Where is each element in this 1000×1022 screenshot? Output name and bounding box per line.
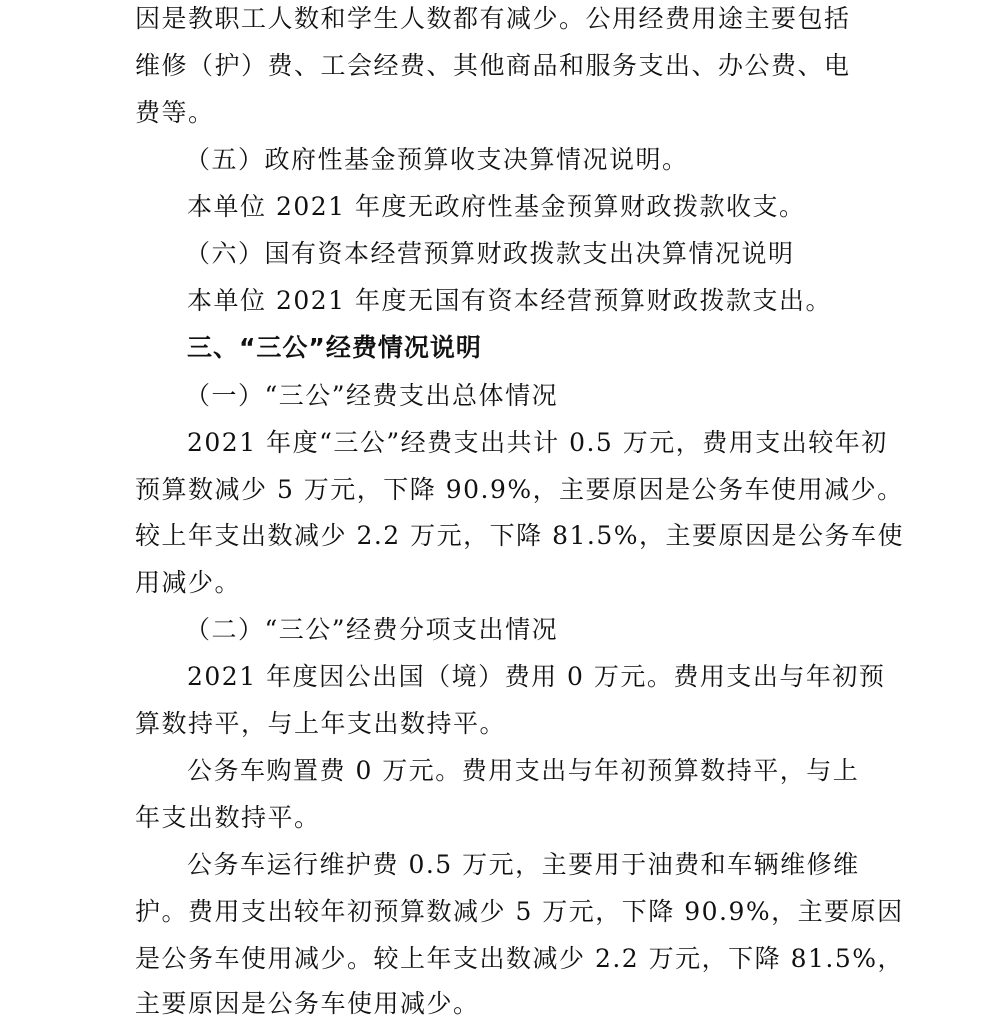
paragraph-line: 预算数减少 5 万元，下降 90.9%，主要原因是公务车使用减少。: [135, 475, 904, 504]
paragraph-line: 2021 年度“三公”经费支出共计 0.5 万元，费用支出较年初: [187, 428, 888, 457]
paragraph-line: 主要原因是公务车使用减少。: [135, 989, 480, 1018]
paragraph-line: 费等。: [135, 98, 215, 127]
paragraph-line: 护。费用支出较年初预算数减少 5 万元，下降 90.9%，主要原因: [135, 897, 904, 926]
section-heading-5: （五）政府性基金预算收支决算情况说明。: [185, 145, 689, 174]
paragraph-line: 算数持平，与上年支出数持平。: [135, 709, 507, 738]
paragraph-line: 本单位 2021 年度无国有资本经营预算财政拨款支出。: [187, 286, 833, 315]
paragraph-line: 是公务车使用减少。较上年支出数减少 2.2 万元，下降 81.5%，: [135, 944, 905, 973]
paragraph-line: 公务车运行维护费 0.5 万元，主要用于油费和车辆维修维: [187, 850, 860, 879]
subsection-heading-1: （一）“三公”经费支出总体情况: [185, 381, 559, 410]
paragraph-line: 公务车购置费 0 万元。费用支出与年初预算数持平，与上: [187, 756, 860, 785]
section-heading-6: （六）国有资本经营预算财政拨款支出决算情况说明: [185, 239, 795, 268]
paragraph-line: 较上年支出数减少 2.2 万元，下降 81.5%，主要原因是公务车使: [135, 521, 905, 550]
paragraph-line: 维修（护）费、工会经费、其他商品和服务支出、办公费、电: [135, 51, 851, 80]
paragraph-line: 年支出数持平。: [135, 803, 321, 832]
paragraph-line: 因是教职工人数和学生人数都有减少。公用经费用途主要包括: [135, 4, 851, 33]
subsection-heading-2: （二）“三公”经费分项支出情况: [185, 615, 559, 644]
paragraph-line: 本单位 2021 年度无政府性基金预算财政拨款收支。: [187, 192, 806, 221]
section-heading-three-public: 三、“三公”经费情况说明: [187, 333, 482, 362]
paragraph-line: 用减少。: [135, 568, 242, 597]
paragraph-line: 2021 年度因公出国（境）费用 0 万元。费用支出与年初预: [187, 662, 886, 691]
